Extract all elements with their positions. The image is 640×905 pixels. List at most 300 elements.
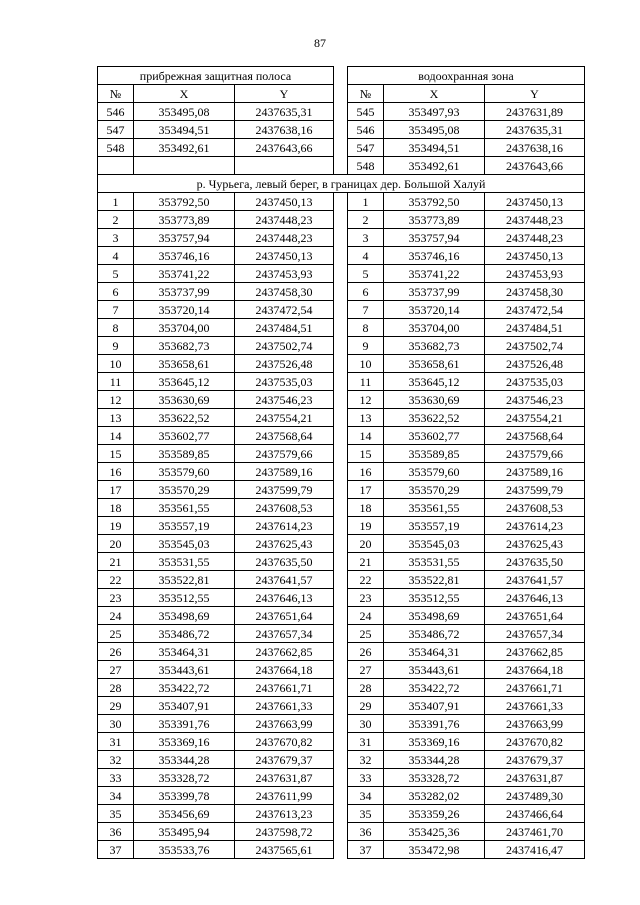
column-gap [334, 157, 348, 175]
left-y-cell: 2437657,34 [235, 625, 334, 643]
right-x-cell: 353359,26 [384, 805, 485, 823]
right-y-cell: 2437489,30 [485, 787, 585, 805]
left-num-cell: 33 [98, 769, 134, 787]
table-row [98, 265, 585, 283]
table-row [98, 247, 585, 265]
right-x-cell: 353282,02 [384, 787, 485, 805]
column-gap [334, 337, 348, 355]
right-num-cell: 20 [348, 535, 384, 553]
left-num-cell: 14 [98, 427, 134, 445]
left-num-cell: 5 [98, 265, 134, 283]
right-num-cell: 8 [348, 319, 384, 337]
left-y-cell: 2437663,99 [235, 715, 334, 733]
left-y-cell: 2437638,16 [235, 121, 334, 139]
left-x-cell: 353522,81 [134, 571, 235, 589]
left-num-cell: 22 [98, 571, 134, 589]
right-num-cell: 17 [348, 481, 384, 499]
table-header-row [98, 67, 585, 85]
left-x-cell: 353658,61 [134, 355, 235, 373]
right-num-cell: 16 [348, 463, 384, 481]
table-row [98, 391, 585, 409]
right-num-cell: 12 [348, 391, 384, 409]
left-num-cell: 21 [98, 553, 134, 571]
left-num-cell: 27 [98, 661, 134, 679]
right-num-cell: 6 [348, 283, 384, 301]
right-x-cell: 353391,76 [384, 715, 485, 733]
table-row [98, 661, 585, 679]
table-row [98, 319, 585, 337]
right-num-cell: 547 [348, 139, 384, 157]
right-num-cell: 7 [348, 301, 384, 319]
left-x-cell: 353494,51 [134, 121, 235, 139]
column-gap [334, 517, 348, 535]
left-x-cell: 353492,61 [134, 139, 235, 157]
table-row [98, 211, 585, 229]
right-y-cell: 2437546,23 [485, 391, 585, 409]
right-num-cell: 2 [348, 211, 384, 229]
right-num-cell: 24 [348, 607, 384, 625]
left-num-cell: 30 [98, 715, 134, 733]
left-num-cell: 29 [98, 697, 134, 715]
table-row [98, 427, 585, 445]
left-x-cell: 353486,72 [134, 625, 235, 643]
right-y-cell: 2437554,21 [485, 409, 585, 427]
column-gap [334, 265, 348, 283]
right-num-cell: 23 [348, 589, 384, 607]
left-num-header: № [98, 85, 134, 103]
right-x-cell: 353741,22 [384, 265, 485, 283]
table-row [98, 355, 585, 373]
table-row [98, 589, 585, 607]
left-y-cell: 2437670,82 [235, 733, 334, 751]
column-gap [334, 445, 348, 463]
column-gap [334, 427, 348, 445]
right-x-cell: 353531,55 [384, 553, 485, 571]
left-num-cell: 36 [98, 823, 134, 841]
column-gap [334, 85, 348, 103]
right-x-cell: 353369,16 [384, 733, 485, 751]
right-num-cell: 13 [348, 409, 384, 427]
right-section-header: водоохранная зона [348, 67, 585, 85]
left-num-cell: 28 [98, 679, 134, 697]
left-y-cell: 2437661,71 [235, 679, 334, 697]
right-x-cell: 353522,81 [384, 571, 485, 589]
right-num-cell: 4 [348, 247, 384, 265]
right-x-cell: 353658,61 [384, 355, 485, 373]
column-gap [334, 589, 348, 607]
right-y-cell: 2437599,79 [485, 481, 585, 499]
right-y-cell: 2437631,87 [485, 769, 585, 787]
column-gap [334, 643, 348, 661]
left-num-cell: 3 [98, 229, 134, 247]
right-num-cell: 33 [348, 769, 384, 787]
left-x-cell: 353456,69 [134, 805, 235, 823]
table-row [98, 517, 585, 535]
column-gap [334, 229, 348, 247]
right-num-cell: 546 [348, 121, 384, 139]
left-y-cell: 2437661,33 [235, 697, 334, 715]
left-num-cell: 25 [98, 625, 134, 643]
left-num-cell: 35 [98, 805, 134, 823]
right-x-cell: 353579,60 [384, 463, 485, 481]
table-row [98, 787, 585, 805]
right-num-cell: 34 [348, 787, 384, 805]
table-row [98, 499, 585, 517]
table-row [98, 535, 585, 553]
table-row [98, 769, 585, 787]
right-x-cell: 353464,31 [384, 643, 485, 661]
left-x-cell: 353328,72 [134, 769, 235, 787]
left-num-cell: 11 [98, 373, 134, 391]
table-row [98, 373, 585, 391]
table-row [98, 139, 585, 157]
left-y-cell: 2437554,21 [235, 409, 334, 427]
left-x-cell: 353495,94 [134, 823, 235, 841]
column-gap [334, 571, 348, 589]
right-x-cell: 353498,69 [384, 607, 485, 625]
left-y-cell: 2437484,51 [235, 319, 334, 337]
column-gap [334, 805, 348, 823]
left-x-cell: 353602,77 [134, 427, 235, 445]
left-x-cell: 353630,69 [134, 391, 235, 409]
column-gap [334, 787, 348, 805]
right-num-cell: 37 [348, 841, 384, 859]
right-y-cell: 2437679,37 [485, 751, 585, 769]
table-row [98, 409, 585, 427]
right-x-cell: 353486,72 [384, 625, 485, 643]
right-x-cell: 353773,89 [384, 211, 485, 229]
column-gap [334, 103, 348, 121]
left-y-cell: 2437651,64 [235, 607, 334, 625]
left-num-cell: 546 [98, 103, 134, 121]
column-gap [334, 463, 348, 481]
left-x-header: X [134, 85, 235, 103]
right-y-cell: 2437662,85 [485, 643, 585, 661]
table-row [98, 337, 585, 355]
right-y-cell: 2437484,51 [485, 319, 585, 337]
right-num-cell: 9 [348, 337, 384, 355]
right-y-cell: 2437651,64 [485, 607, 585, 625]
table-row [98, 121, 585, 139]
right-num-cell: 21 [348, 553, 384, 571]
column-gap [334, 769, 348, 787]
left-y-cell: 2437448,23 [235, 211, 334, 229]
table-row [98, 715, 585, 733]
right-y-cell: 2437641,57 [485, 571, 585, 589]
left-y-cell: 2437664,18 [235, 661, 334, 679]
right-y-cell: 2437661,71 [485, 679, 585, 697]
right-y-cell: 2437568,64 [485, 427, 585, 445]
left-y-header: Y [235, 85, 334, 103]
left-num-cell: 37 [98, 841, 134, 859]
left-x-cell: 353589,85 [134, 445, 235, 463]
left-y-cell: 2437614,23 [235, 517, 334, 535]
right-x-cell: 353422,72 [384, 679, 485, 697]
left-num-cell: 23 [98, 589, 134, 607]
right-y-cell: 2437453,93 [485, 265, 585, 283]
right-y-cell: 2437448,23 [485, 229, 585, 247]
right-y-cell: 2437466,64 [485, 805, 585, 823]
left-num-cell: 1 [98, 193, 134, 211]
right-x-cell: 353737,99 [384, 283, 485, 301]
left-num-cell: 7 [98, 301, 134, 319]
column-gap [334, 283, 348, 301]
column-gap [334, 67, 348, 85]
column-gap [334, 823, 348, 841]
right-num-cell: 15 [348, 445, 384, 463]
left-num-cell: 34 [98, 787, 134, 805]
column-gap [334, 607, 348, 625]
left-x-cell: 353369,16 [134, 733, 235, 751]
left-x-cell: 353495,08 [134, 103, 235, 121]
right-num-cell: 36 [348, 823, 384, 841]
right-y-cell: 2437502,74 [485, 337, 585, 355]
right-x-cell: 353425,36 [384, 823, 485, 841]
left-num-cell: 31 [98, 733, 134, 751]
table-row [98, 751, 585, 769]
right-y-cell: 2437526,48 [485, 355, 585, 373]
right-y-cell: 2437631,89 [485, 103, 585, 121]
right-y-cell: 2437663,99 [485, 715, 585, 733]
column-gap [334, 247, 348, 265]
left-x-cell: 353498,69 [134, 607, 235, 625]
right-num-cell: 3 [348, 229, 384, 247]
right-num-cell: 35 [348, 805, 384, 823]
right-x-cell: 353630,69 [384, 391, 485, 409]
table-row [98, 229, 585, 247]
left-y-cell: 2437589,16 [235, 463, 334, 481]
right-num-cell: 18 [348, 499, 384, 517]
right-x-cell: 353757,94 [384, 229, 485, 247]
left-x-cell: 353561,55 [134, 499, 235, 517]
right-x-cell: 353494,51 [384, 139, 485, 157]
left-x-cell: 353773,89 [134, 211, 235, 229]
right-y-cell: 2437535,03 [485, 373, 585, 391]
right-num-cell: 19 [348, 517, 384, 535]
left-num-cell: 12 [98, 391, 134, 409]
left-num-cell [98, 157, 134, 175]
right-y-cell: 2437450,13 [485, 247, 585, 265]
left-y-cell: 2437625,43 [235, 535, 334, 553]
left-x-cell: 353399,78 [134, 787, 235, 805]
left-num-cell: 17 [98, 481, 134, 499]
left-num-cell: 13 [98, 409, 134, 427]
column-gap [334, 301, 348, 319]
right-x-cell: 353589,85 [384, 445, 485, 463]
left-num-cell: 16 [98, 463, 134, 481]
left-y-cell: 2437458,30 [235, 283, 334, 301]
left-y-cell: 2437643,66 [235, 139, 334, 157]
column-gap [334, 409, 348, 427]
table-row [98, 103, 585, 121]
right-num-cell: 548 [348, 157, 384, 175]
left-y-cell: 2437613,23 [235, 805, 334, 823]
table-row [98, 607, 585, 625]
left-y-cell: 2437526,48 [235, 355, 334, 373]
left-x-cell: 353704,00 [134, 319, 235, 337]
left-x-cell: 353443,61 [134, 661, 235, 679]
table-row [98, 733, 585, 751]
column-gap [334, 211, 348, 229]
right-x-cell: 353545,03 [384, 535, 485, 553]
left-x-cell: 353737,99 [134, 283, 235, 301]
left-y-cell [235, 157, 334, 175]
right-y-cell: 2437614,23 [485, 517, 585, 535]
column-gap [334, 499, 348, 517]
left-x-cell: 353422,72 [134, 679, 235, 697]
table-row [98, 697, 585, 715]
right-x-cell: 353792,50 [384, 193, 485, 211]
right-x-cell: 353443,61 [384, 661, 485, 679]
section-title: р. Чурьега, левый берег, в границах дер. Большой Халуй [98, 175, 585, 193]
right-y-cell: 2437635,31 [485, 121, 585, 139]
left-y-cell: 2437502,74 [235, 337, 334, 355]
right-x-cell: 353497,93 [384, 103, 485, 121]
left-y-cell: 2437611,99 [235, 787, 334, 805]
left-num-cell: 24 [98, 607, 134, 625]
left-y-cell: 2437631,87 [235, 769, 334, 787]
right-y-cell: 2437589,16 [485, 463, 585, 481]
left-y-cell: 2437453,93 [235, 265, 334, 283]
right-x-cell: 353720,14 [384, 301, 485, 319]
column-gap [334, 481, 348, 499]
left-num-cell: 6 [98, 283, 134, 301]
left-x-cell: 353792,50 [134, 193, 235, 211]
right-num-cell: 27 [348, 661, 384, 679]
left-x-cell: 353464,31 [134, 643, 235, 661]
right-x-cell: 353492,61 [384, 157, 485, 175]
right-num-cell: 545 [348, 103, 384, 121]
left-num-cell: 547 [98, 121, 134, 139]
left-y-cell: 2437679,37 [235, 751, 334, 769]
table-row [98, 625, 585, 643]
table-row [98, 283, 585, 301]
left-y-cell: 2437535,03 [235, 373, 334, 391]
left-y-cell: 2437662,85 [235, 643, 334, 661]
column-gap [334, 391, 348, 409]
left-num-cell: 2 [98, 211, 134, 229]
left-num-cell: 8 [98, 319, 134, 337]
table-row [98, 679, 585, 697]
page-number: 87 [314, 36, 326, 50]
right-y-header: Y [485, 85, 585, 103]
table-row [98, 481, 585, 499]
left-num-cell: 19 [98, 517, 134, 535]
left-section-header: прибрежная защитная полоса [98, 67, 334, 85]
left-num-cell: 548 [98, 139, 134, 157]
right-y-cell: 2437450,13 [485, 193, 585, 211]
right-num-cell: 11 [348, 373, 384, 391]
right-y-cell: 2437635,50 [485, 553, 585, 571]
column-gap [334, 355, 348, 373]
column-gap [334, 697, 348, 715]
left-num-cell: 15 [98, 445, 134, 463]
right-x-cell: 353407,91 [384, 697, 485, 715]
right-y-cell: 2437661,33 [485, 697, 585, 715]
right-x-cell: 353570,29 [384, 481, 485, 499]
left-num-cell: 18 [98, 499, 134, 517]
left-y-cell: 2437598,72 [235, 823, 334, 841]
left-y-cell: 2437450,13 [235, 193, 334, 211]
column-gap [334, 553, 348, 571]
right-num-cell: 14 [348, 427, 384, 445]
left-num-cell: 32 [98, 751, 134, 769]
right-num-cell: 28 [348, 679, 384, 697]
right-num-cell: 10 [348, 355, 384, 373]
right-y-cell: 2437646,13 [485, 589, 585, 607]
left-y-cell: 2437450,13 [235, 247, 334, 265]
left-y-cell: 2437635,31 [235, 103, 334, 121]
left-y-cell: 2437579,66 [235, 445, 334, 463]
table-row [98, 157, 585, 175]
right-x-cell: 353512,55 [384, 589, 485, 607]
left-x-cell: 353645,12 [134, 373, 235, 391]
section-title-row [98, 175, 585, 193]
right-num-header: № [348, 85, 384, 103]
right-y-cell: 2437579,66 [485, 445, 585, 463]
left-x-cell [134, 157, 235, 175]
right-x-cell: 353344,28 [384, 751, 485, 769]
right-x-cell: 353746,16 [384, 247, 485, 265]
left-y-cell: 2437568,64 [235, 427, 334, 445]
right-y-cell: 2437657,34 [485, 625, 585, 643]
right-num-cell: 25 [348, 625, 384, 643]
right-y-cell: 2437625,43 [485, 535, 585, 553]
right-num-cell: 5 [348, 265, 384, 283]
right-x-cell: 353561,55 [384, 499, 485, 517]
table-row [98, 841, 585, 859]
left-y-cell: 2437599,79 [235, 481, 334, 499]
column-gap [334, 319, 348, 337]
right-y-cell: 2437416,47 [485, 841, 585, 859]
left-y-cell: 2437448,23 [235, 229, 334, 247]
right-x-cell: 353704,00 [384, 319, 485, 337]
right-y-cell: 2437448,23 [485, 211, 585, 229]
right-num-cell: 29 [348, 697, 384, 715]
column-gap [334, 121, 348, 139]
column-gap [334, 193, 348, 211]
left-x-cell: 353570,29 [134, 481, 235, 499]
right-y-cell: 2437664,18 [485, 661, 585, 679]
right-x-cell: 353682,73 [384, 337, 485, 355]
right-x-header: X [384, 85, 485, 103]
left-x-cell: 353407,91 [134, 697, 235, 715]
left-x-cell: 353533,76 [134, 841, 235, 859]
left-y-cell: 2437546,23 [235, 391, 334, 409]
column-gap [334, 841, 348, 859]
left-x-cell: 353557,19 [134, 517, 235, 535]
right-num-cell: 1 [348, 193, 384, 211]
left-x-cell: 353622,52 [134, 409, 235, 427]
column-gap [334, 679, 348, 697]
left-x-cell: 353720,14 [134, 301, 235, 319]
column-gap [334, 715, 348, 733]
right-num-cell: 30 [348, 715, 384, 733]
right-y-cell: 2437670,82 [485, 733, 585, 751]
column-gap [334, 625, 348, 643]
left-x-cell: 353512,55 [134, 589, 235, 607]
left-x-cell: 353579,60 [134, 463, 235, 481]
left-x-cell: 353531,55 [134, 553, 235, 571]
column-gap [334, 139, 348, 157]
left-y-cell: 2437608,53 [235, 499, 334, 517]
column-gap [334, 733, 348, 751]
right-num-cell: 22 [348, 571, 384, 589]
right-x-cell: 353602,77 [384, 427, 485, 445]
left-x-cell: 353757,94 [134, 229, 235, 247]
right-y-cell: 2437461,70 [485, 823, 585, 841]
left-x-cell: 353746,16 [134, 247, 235, 265]
